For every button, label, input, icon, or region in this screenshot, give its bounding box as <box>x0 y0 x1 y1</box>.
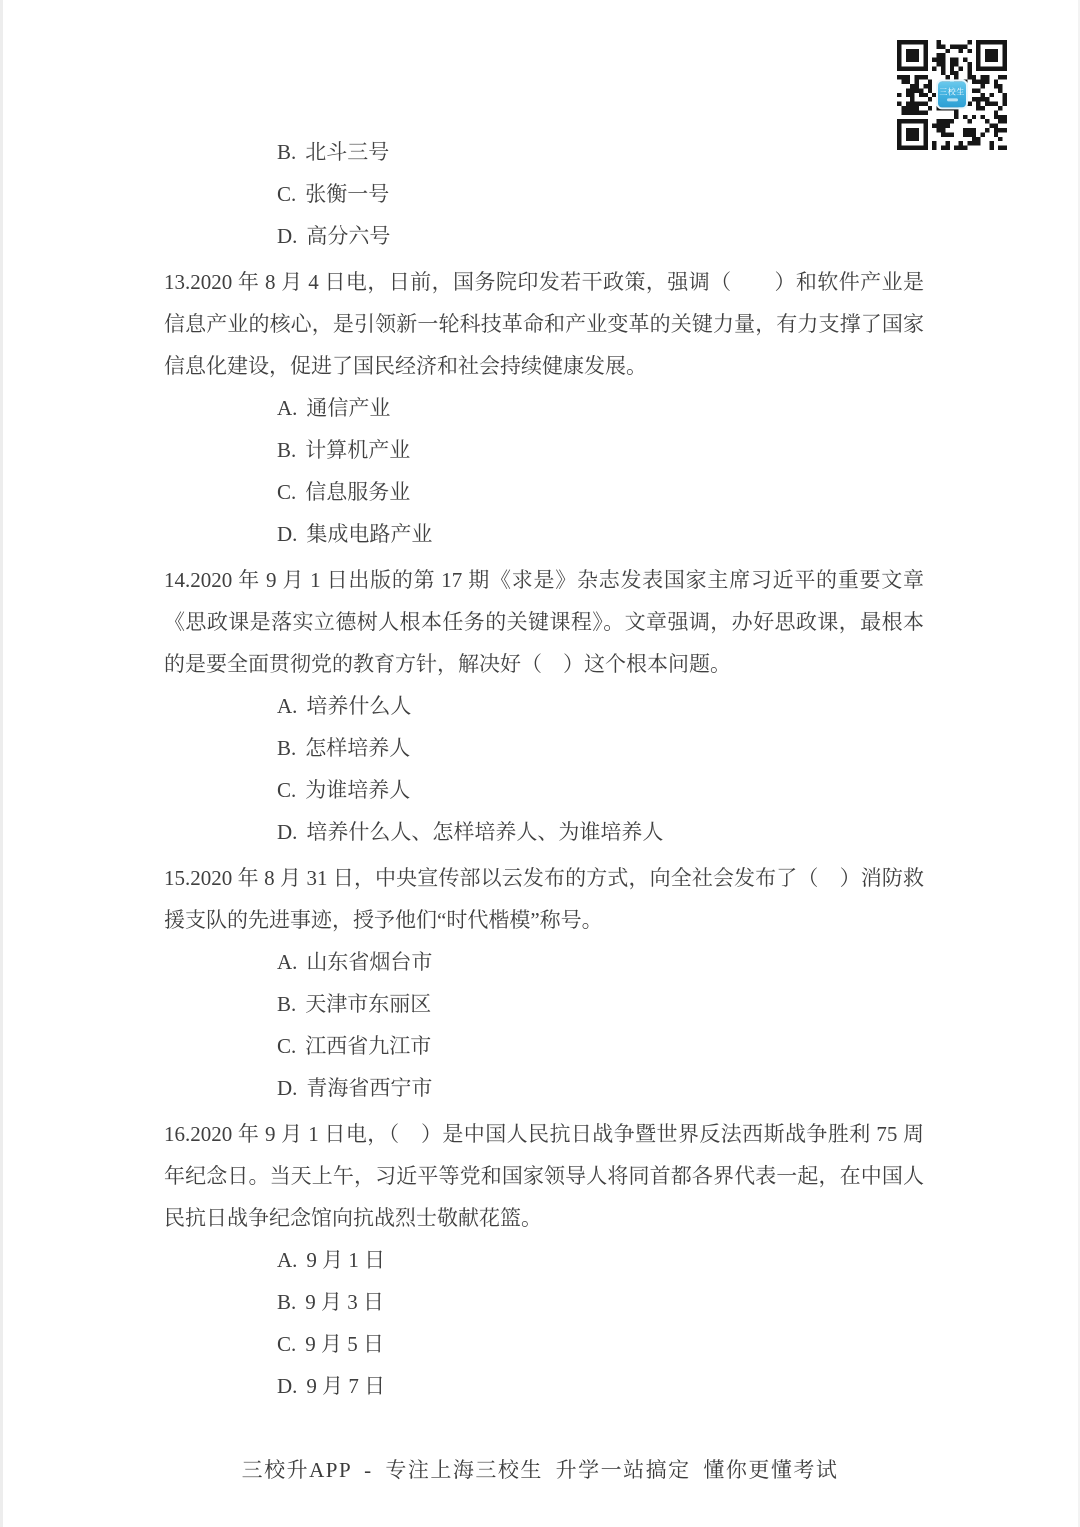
option-row <box>164 131 924 173</box>
option-row <box>164 215 924 257</box>
question-text <box>164 857 924 941</box>
option-row <box>164 387 924 429</box>
option-text: 9 月 1 日 <box>306 1248 386 1272</box>
option-letter: B. <box>277 992 297 1016</box>
option-row <box>164 769 924 811</box>
question-number: 13. <box>164 270 191 294</box>
question-number: 14. <box>164 568 191 592</box>
option-row <box>164 811 924 853</box>
option-letter: C. <box>277 1332 297 1356</box>
option-letter: C. <box>277 480 297 504</box>
option-row <box>164 983 924 1025</box>
option-letter: C. <box>277 778 297 802</box>
option-text: 培养什么人 <box>306 694 412 718</box>
option-letter: A. <box>277 694 298 718</box>
question-block-14 <box>164 559 924 853</box>
question-body: 2020 年 8 月 4 日电，日前，国务院印发若干政策，强调（ ）和软件产业是信息产业的核心，是引领新一轮科技革命和产业变革的关键力量，有力支撑了国家信息化建设，促进了国民经济和社会持续健康发展。 <box>164 270 924 378</box>
option-group <box>164 387 924 555</box>
option-text: 山东省烟台市 <box>306 950 433 974</box>
option-text: 9 月 5 日 <box>305 1332 385 1356</box>
option-letter: B. <box>277 140 297 164</box>
option-letter: C. <box>277 182 297 206</box>
option-text: 张衡一号 <box>305 182 390 206</box>
option-row <box>164 1239 924 1281</box>
option-letter: D. <box>277 820 298 844</box>
option-row <box>164 513 924 555</box>
question-body: 2020 年 9 月 1 日电，（ ）是中国人民抗日战争暨世界反法西斯战争胜利 75 周年纪念日。当天上午，习近平等党和国家领导人将同首都各界代表一起，在中国人民抗日战争纪念馆向抗战烈士敬献花篮。 <box>164 1122 924 1230</box>
option-row <box>164 685 924 727</box>
option-row <box>164 1025 924 1067</box>
option-row <box>164 429 924 471</box>
option-letter: A. <box>277 396 298 420</box>
option-letter: D. <box>277 224 298 248</box>
option-text: 江西省九江市 <box>305 1034 432 1058</box>
option-row <box>164 727 924 769</box>
top-option-group <box>164 131 924 257</box>
question-body: 2020 年 8 月 31 日，中央宣传部以云发布的方式，向全社会发布了（ ）消防救援支队的先进事迹，授予他们“时代楷模”称号。 <box>164 866 924 932</box>
option-letter: B. <box>277 1290 297 1314</box>
option-letter: A. <box>277 1248 298 1272</box>
question-text <box>164 559 924 685</box>
option-text: 9 月 7 日 <box>306 1374 386 1398</box>
option-text: 为谁培养人 <box>305 778 411 802</box>
option-text: 高分六号 <box>306 224 391 248</box>
footer-slogan: 三校升APP - 专注上海三校生 升学一站搞定 懂你更懂考试 <box>241 1458 839 1482</box>
option-text: 怎样培养人 <box>305 736 411 760</box>
option-group <box>164 1239 924 1407</box>
page-edge <box>0 0 3 1527</box>
qr-logo-subtext-bar <box>947 98 958 101</box>
question-block-16 <box>164 1113 924 1407</box>
option-row <box>164 1281 924 1323</box>
option-text: 天津市东丽区 <box>305 992 432 1016</box>
option-row <box>164 1067 924 1109</box>
option-row <box>164 1365 924 1407</box>
option-text: 北斗三号 <box>305 140 390 164</box>
question-block-13 <box>164 261 924 555</box>
option-letter: D. <box>277 522 298 546</box>
option-row <box>164 1323 924 1365</box>
option-text: 计算机产业 <box>305 438 411 462</box>
option-text: 信息服务业 <box>305 480 411 504</box>
option-letter: B. <box>277 438 297 462</box>
option-text: 培养什么人、怎样培养人、为谁培养人 <box>306 820 664 844</box>
option-row <box>164 173 924 215</box>
question-text <box>164 1113 924 1239</box>
option-letter: C. <box>277 1034 297 1058</box>
option-letter: D. <box>277 1076 298 1100</box>
question-block-15 <box>164 857 924 1109</box>
option-letter: D. <box>277 1374 298 1398</box>
option-text: 9 月 3 日 <box>305 1290 385 1314</box>
option-text: 通信产业 <box>306 396 391 420</box>
question-number: 16. <box>164 1122 191 1146</box>
option-row <box>164 941 924 983</box>
option-text: 青海省西宁市 <box>306 1076 433 1100</box>
option-text: 集成电路产业 <box>306 522 433 546</box>
question-number: 15. <box>164 866 191 890</box>
option-group <box>164 685 924 853</box>
option-row <box>164 471 924 513</box>
document-body <box>164 131 924 1407</box>
option-letter: A. <box>277 950 298 974</box>
qr-center-logo <box>936 79 968 109</box>
question-text <box>164 261 924 387</box>
question-body: 2020 年 9 月 1 日出版的第 17 期《求是》杂志发表国家主席习近平的重要文章《思政课是落实立德树人根本任务的关键课程》。文章强调，办好思政课，最根本的是要全面贯彻党的教育方针，解决好（ ）这个根本问题。 <box>164 568 924 676</box>
qr-logo-label: 三校生 <box>939 86 965 96</box>
option-letter: B. <box>277 736 297 760</box>
option-group <box>164 941 924 1109</box>
